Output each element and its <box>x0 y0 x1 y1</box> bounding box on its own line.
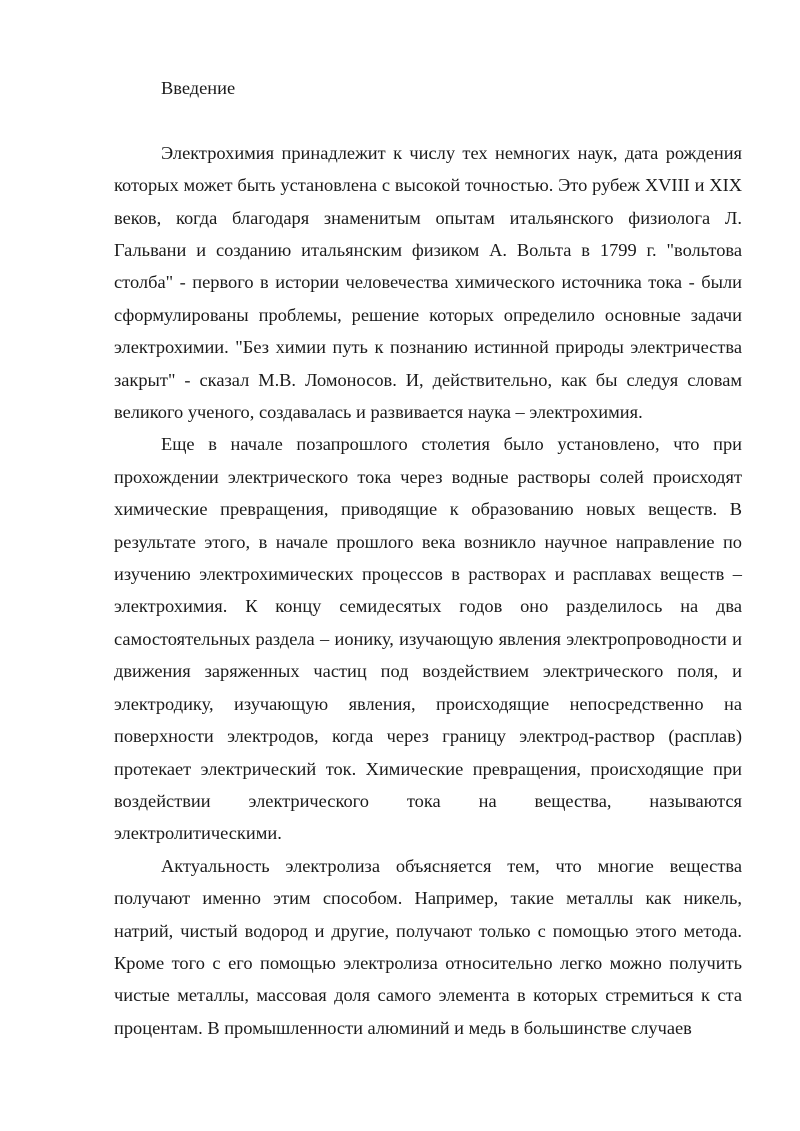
paragraph-relevance: Актуальность электролиза объясняется тем, что многие вещества получают именно этим способом. Например, такие металлы как никель, натрий, чистый водород и другие, получают только с помощью этого метода. Кроме того с его помощью электролиза относительно легко можно получить чистые металлы, массовая доля самого элемента в которых стремиться к ста процентам. В промышленности алюминий и медь в большинстве случаев <box>114 855 742 1038</box>
blank-line <box>114 104 742 136</box>
paragraph-history: Еще в начале позапрошлого столетия было установлено, что при прохождении электрического тока через водные растворы солей происходят химические превращения, приводящие к образованию новых веществ. В результате этого, в начале прошлого века возникло научное направление по изучению электрохимических процессов в растворах и расплавах веществ – электрохимия. К концу семидесятых годов оно разделилось на два самостоятельных раздела – ионику, изучающую явления электропроводности и движения заряженных частиц под воздействием электрического поля, и электродику, изучающую явления, происходящие непосредственно на поверхности электродов, когда через границу электрод-раствор (расплав) протекает электрический ток. Химические превращения, происходящие при воздействии электрического тока на вещества, называются электролитическими. <box>114 434 742 844</box>
paragraph-intro: Электрохимия принадлежит к числу тех немногих наук, дата рождения которых может быть установлена с высокой точностью. Это рубеж XVIII и XIX веков, когда благодаря знаменитым опытам итальянского физиолога Л. Гальвани и созданию итальянским физиком А. Вольта в 1799 г. "вольтова столба" - первого в истории человечества химического источника тока - были сформулированы проблемы, решение которых определило основные задачи электрохимии. "Без химии путь к познанию истинной природы электричества закрыт" - сказал М.В. Ломоносов. И, действительно, как бы следуя словам великого ученого, создавалась и развивается наука – электрохимия. <box>114 142 742 423</box>
page-title: Введение <box>161 78 236 98</box>
document-body <box>114 72 742 1044</box>
